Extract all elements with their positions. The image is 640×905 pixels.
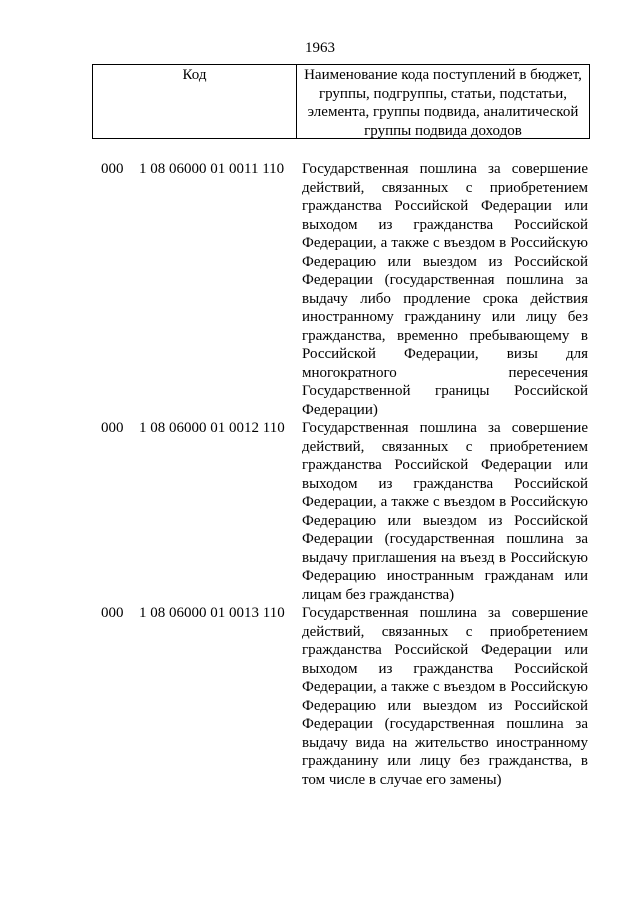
admin-code: 000 bbox=[101, 420, 124, 436]
revenue-description: Государственная пошлина за совершение действий, связанных с приобретением гражданства Российской Федерации или выходом из гражданства Российской Федерации, а также с въездом в Российскую Федерацию или выездом из Российской Федерации (государственная пошлина за выдачу вида на жительство иностранному гражданину или лицу без гражданства, в том числе в случае его замены) bbox=[302, 605, 588, 788]
admin-code: 000 bbox=[101, 161, 124, 177]
table-row bbox=[0, 160, 640, 419]
table-row bbox=[0, 419, 640, 604]
revenue-description: Государственная пошлина за совершение действий, связанных с приобретением гражданства Российской Федерации или выходом из гражданства Российской Федерации, а также с въездом в Российскую Федерацию или выездом из Российской Федерации (государственная пошлина за выдачу приглашения на въезд в Российскую Федерацию иностранным гражданам или лицам без гражданства) bbox=[302, 420, 588, 603]
table-body bbox=[0, 160, 640, 789]
header-code-column: Код bbox=[93, 65, 297, 138]
admin-code: 000 bbox=[101, 605, 124, 621]
table-header bbox=[92, 64, 590, 139]
revenue-code: 1 08 06000 01 0013 110 bbox=[139, 605, 285, 621]
revenue-code: 1 08 06000 01 0011 110 bbox=[139, 161, 285, 177]
table-row bbox=[0, 604, 640, 789]
revenue-code: 1 08 06000 01 0012 110 bbox=[139, 420, 285, 436]
header-name-column: Наименование кода поступлений в бюджет, группы, подгруппы, статьи, подстатьи, элемента, группы подвида, аналитической группы подвида доходов bbox=[304, 67, 582, 139]
page-number: 1963 bbox=[305, 40, 335, 56]
revenue-description: Государственная пошлина за совершение действий, связанных с приобретением гражданства Российской Федерации или выходом из гражданства Российской Федерации, а также с въездом в Российскую Федерацию или выездом из Российской Федерации (государственная пошлина за выдачу либо продление срока действия иностранному гражданину или лицу без гражданства, временно пребывающему в Российской Федерации, визы для многократного пересечения Государственной границы Российской Федерации) bbox=[302, 161, 588, 418]
